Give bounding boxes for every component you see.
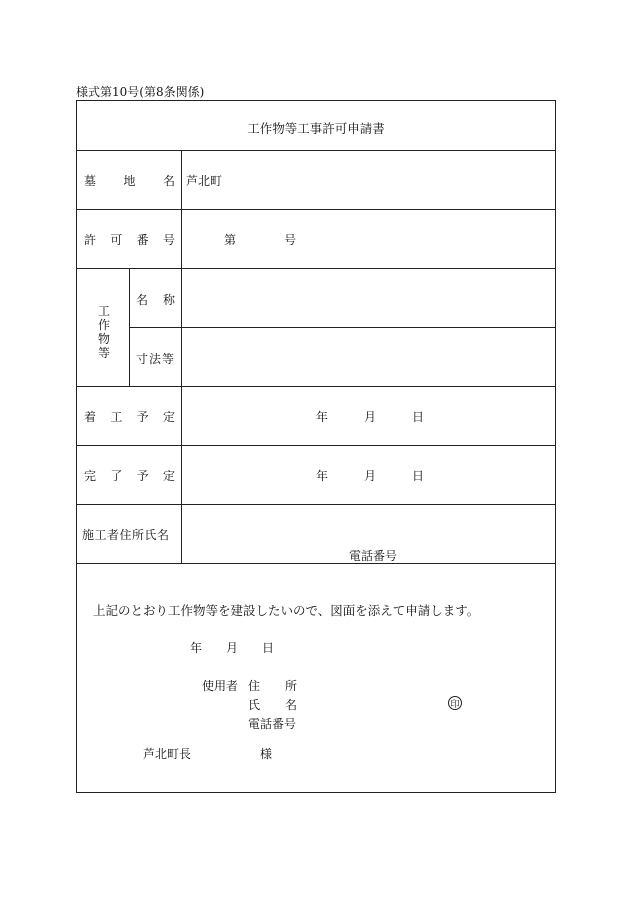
contractor-phone-label: 電話番号 bbox=[349, 549, 398, 563]
permit-dai-label: 第 bbox=[224, 233, 237, 247]
row-divider bbox=[77, 563, 555, 564]
date-day-label: 日 bbox=[262, 641, 275, 655]
start-year-label: 年 bbox=[316, 410, 329, 424]
row-divider bbox=[77, 445, 555, 446]
honorific: 様 bbox=[260, 747, 273, 761]
mayor-addressee: 芦北町長 bbox=[143, 747, 192, 761]
completion-year-label: 年 bbox=[316, 469, 329, 483]
row-divider bbox=[129, 327, 555, 328]
row-divider bbox=[77, 504, 555, 505]
label-contractor: 施工者住所氏名 bbox=[82, 528, 170, 542]
value-dimensions[interactable] bbox=[186, 350, 546, 366]
date-year-label: 年 bbox=[190, 641, 203, 655]
label-structure-group: 工 作 物 等 bbox=[97, 304, 110, 360]
row-divider bbox=[77, 209, 555, 210]
form-title: 工作物等工事許可申請書 bbox=[247, 121, 385, 136]
applicant-label: 使用者 bbox=[202, 679, 239, 693]
row-divider bbox=[77, 386, 555, 387]
name-label: 氏 名 bbox=[248, 698, 297, 712]
label-permit-number: 許 可 番 号 bbox=[84, 233, 175, 247]
value-cemetery-name[interactable]: 芦北町 bbox=[186, 174, 223, 188]
applicant-phone-label: 電話番号 bbox=[248, 717, 297, 731]
label-cemetery-name: 墓 地 名 bbox=[84, 174, 175, 188]
column-divider bbox=[181, 150, 182, 563]
row-divider bbox=[77, 268, 555, 269]
permit-go-label: 号 bbox=[284, 233, 297, 247]
date-month-label: 月 bbox=[226, 641, 239, 655]
completion-day-label: 日 bbox=[412, 469, 425, 483]
address-label: 住 所 bbox=[248, 679, 297, 693]
form-number: 様式第10号(第8条関係) bbox=[76, 85, 205, 99]
application-form-table bbox=[76, 100, 556, 793]
label-completion-schedule: 完 了 予 定 bbox=[84, 469, 175, 483]
declaration-statement: 上記のとおり工作物等を建設したいので、図面を添えて申請します。 bbox=[93, 603, 480, 618]
value-structure-name[interactable] bbox=[186, 291, 546, 307]
label-structure-name: 名 称 bbox=[136, 293, 175, 307]
label-start-schedule: 着 工 予 定 bbox=[84, 410, 175, 424]
start-month-label: 月 bbox=[364, 410, 377, 424]
row-divider bbox=[77, 150, 555, 151]
column-divider bbox=[129, 268, 130, 386]
label-dimensions: 寸法等 bbox=[136, 352, 176, 366]
seal-mark-icon: 印 bbox=[448, 696, 462, 710]
start-day-label: 日 bbox=[412, 410, 425, 424]
completion-month-label: 月 bbox=[364, 469, 377, 483]
